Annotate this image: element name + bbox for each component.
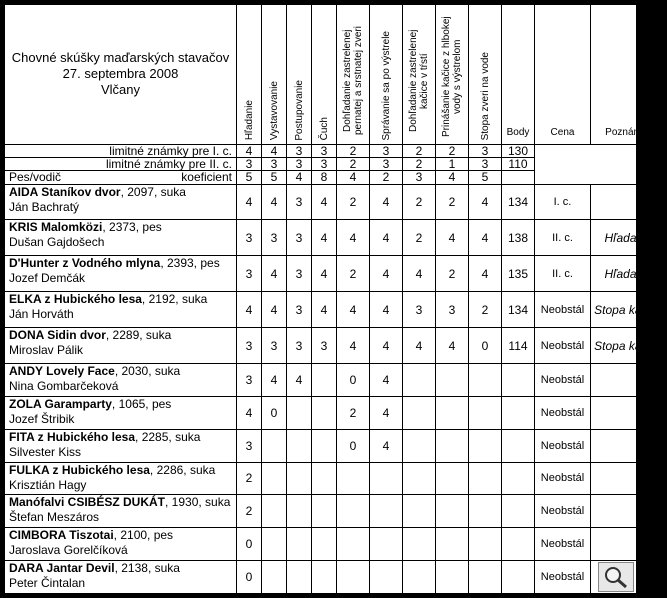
dog-handler-cell bbox=[5, 429, 237, 462]
score-cell bbox=[262, 462, 287, 495]
score-cell: 4 bbox=[469, 184, 502, 220]
score-cell: 2 bbox=[436, 184, 469, 220]
handler-name: Dušan Gajdošech bbox=[9, 235, 105, 250]
table-row bbox=[5, 462, 667, 495]
handler-name: Štefan Meszáros bbox=[9, 510, 100, 525]
table-row bbox=[5, 495, 667, 528]
score-cell: 2 bbox=[337, 256, 370, 292]
score-cell bbox=[312, 495, 337, 528]
col-header-prinasanie: Prinášanie kačice z hlbokej vody s výstrelom bbox=[436, 5, 469, 145]
table-row bbox=[5, 220, 667, 256]
table-row bbox=[5, 364, 667, 397]
score-cell: 4 bbox=[337, 328, 370, 364]
score-cell bbox=[337, 462, 370, 495]
limit-value: 3 bbox=[287, 144, 312, 157]
body-cell: 138 bbox=[502, 220, 535, 256]
score-cell bbox=[403, 396, 436, 429]
score-cell bbox=[370, 561, 403, 594]
score-cell: 0 bbox=[337, 364, 370, 397]
score-cell bbox=[469, 429, 502, 462]
handler-name: Nina Gombarčeková bbox=[9, 379, 119, 394]
limit-value: 3 bbox=[370, 157, 403, 170]
limit-value: 1 bbox=[436, 157, 469, 170]
dog-name: ANDY Lovely Face bbox=[9, 364, 115, 379]
score-cell: 4 bbox=[312, 256, 337, 292]
limit-value: 4 bbox=[287, 171, 312, 184]
dog-handler-cell bbox=[5, 561, 237, 594]
score-cell bbox=[337, 561, 370, 594]
dog-name: ZOLA Garamparty bbox=[9, 396, 112, 411]
score-cell: 3 bbox=[287, 292, 312, 328]
limit-body: 110 bbox=[502, 157, 535, 170]
body-cell bbox=[502, 396, 535, 429]
score-cell: 4 bbox=[287, 364, 312, 397]
score-cell: 3 bbox=[287, 220, 312, 256]
limit-label: limitné známky pre I. c. bbox=[5, 144, 237, 157]
col-header-vystavovanie: Vystavovanie bbox=[262, 5, 287, 145]
dog-info: , 2285, suka bbox=[135, 429, 201, 444]
score-cell bbox=[436, 495, 469, 528]
limit-value: 3 bbox=[312, 157, 337, 170]
limit-value: 5 bbox=[262, 171, 287, 184]
score-cell bbox=[312, 429, 337, 462]
body-cell: 134 bbox=[502, 184, 535, 220]
col-header-hladanie: Hľadanie bbox=[237, 5, 262, 145]
table-row bbox=[5, 256, 667, 292]
score-cell: 3 bbox=[287, 328, 312, 364]
handler-name: Jozef Demčák bbox=[9, 271, 86, 286]
dog-info: , 1065, pes bbox=[111, 396, 172, 411]
col-header-cuch: Čuch bbox=[312, 5, 337, 145]
prize-cell: Neobstál bbox=[535, 364, 591, 397]
score-cell bbox=[469, 396, 502, 429]
score-cell: 3 bbox=[287, 184, 312, 220]
score-cell: 4 bbox=[469, 220, 502, 256]
score-cell: 4 bbox=[337, 292, 370, 328]
score-cell: 2 bbox=[237, 495, 262, 528]
dog-name: FULKA z Hubického lesa bbox=[9, 462, 150, 477]
limit-value: 8 bbox=[312, 171, 337, 184]
score-cell: 4 bbox=[370, 328, 403, 364]
limit-blank bbox=[535, 144, 667, 184]
score-cell bbox=[262, 528, 287, 561]
score-cell bbox=[370, 495, 403, 528]
limit-value: 5 bbox=[469, 171, 502, 184]
score-cell bbox=[469, 561, 502, 594]
limit-value: 3 bbox=[469, 144, 502, 157]
score-cell: 3 bbox=[262, 328, 287, 364]
dog-info: , 2289, suka bbox=[105, 328, 172, 343]
score-cell: 3 bbox=[312, 328, 337, 364]
score-cell: 0 bbox=[469, 328, 502, 364]
score-cell: 0 bbox=[337, 429, 370, 462]
body-cell bbox=[502, 462, 535, 495]
limit-value: 3 bbox=[237, 157, 262, 170]
score-cell: 4 bbox=[237, 292, 262, 328]
score-cell bbox=[469, 364, 502, 397]
score-cell: 4 bbox=[262, 292, 287, 328]
score-cell bbox=[262, 561, 287, 594]
score-cell: 4 bbox=[370, 220, 403, 256]
score-cell: 2 bbox=[436, 256, 469, 292]
handler-name: Krisztián Hagy bbox=[9, 477, 87, 492]
score-cell: 2 bbox=[237, 462, 262, 495]
prize-cell: Neobstál bbox=[535, 495, 591, 528]
limit-value: 3 bbox=[287, 157, 312, 170]
limit-value: 4 bbox=[262, 144, 287, 157]
limit-value: 2 bbox=[436, 144, 469, 157]
title-line-3: Vlčany bbox=[100, 82, 141, 98]
dog-name: CIMBORA Tiszotai bbox=[9, 528, 114, 543]
col-header-cena: Cena bbox=[535, 5, 591, 145]
score-cell bbox=[312, 364, 337, 397]
dog-info: , 2373, pes bbox=[102, 220, 162, 235]
score-cell bbox=[312, 462, 337, 495]
score-cell bbox=[469, 462, 502, 495]
body-cell bbox=[502, 528, 535, 561]
dog-handler-cell bbox=[5, 292, 237, 328]
limit-label: limitné známky pre II. c. bbox=[5, 157, 237, 170]
note-cell: Stopa kačice bbox=[591, 328, 667, 364]
score-cell bbox=[436, 561, 469, 594]
body-cell bbox=[502, 495, 535, 528]
dog-info: , 1930, suka bbox=[165, 495, 231, 510]
score-cell: 3 bbox=[237, 328, 262, 364]
limit-value: 3 bbox=[403, 171, 436, 184]
prize-cell: Neobstál bbox=[535, 429, 591, 462]
note-cell bbox=[591, 528, 667, 561]
handler-name: Miroslav Pálik bbox=[9, 343, 84, 358]
col-header-poznamky: Poznámky bbox=[591, 5, 667, 145]
table-row bbox=[5, 328, 667, 364]
score-cell bbox=[436, 462, 469, 495]
score-cell bbox=[403, 528, 436, 561]
score-cell: 4 bbox=[262, 184, 287, 220]
limit-value: 2 bbox=[403, 144, 436, 157]
dog-handler-cell bbox=[5, 462, 237, 495]
score-cell: 3 bbox=[262, 220, 287, 256]
note-cell: Hľadanie bbox=[591, 256, 667, 292]
table-row bbox=[5, 528, 667, 561]
handler-name: Jaroslava Gorelčíková bbox=[9, 543, 128, 558]
dog-info: , 2138, suka bbox=[114, 561, 180, 576]
score-cell: 0 bbox=[262, 396, 287, 429]
prize-cell: Neobstál bbox=[535, 528, 591, 561]
table-row bbox=[5, 561, 667, 594]
body-cell bbox=[502, 561, 535, 594]
table-row bbox=[5, 184, 667, 220]
limit-label-text: koeficient bbox=[181, 170, 232, 185]
note-cell: Hľadanie bbox=[591, 220, 667, 256]
body-cell bbox=[502, 364, 535, 397]
score-cell bbox=[403, 364, 436, 397]
handler-name: Silvester Kiss bbox=[9, 444, 82, 459]
prize-cell: Neobstál bbox=[535, 462, 591, 495]
dog-info: , 2192, suka bbox=[141, 292, 208, 307]
body-cell bbox=[502, 429, 535, 462]
score-cell: 4 bbox=[370, 364, 403, 397]
dog-handler-cell bbox=[5, 364, 237, 397]
limit-value: 3 bbox=[469, 157, 502, 170]
score-cell: 4 bbox=[312, 220, 337, 256]
col-header-dohladanie-kacice: Dohľadanie zastrelenej kačice v tŕstí bbox=[403, 5, 436, 145]
score-cell bbox=[287, 528, 312, 561]
score-cell: 4 bbox=[312, 184, 337, 220]
limit-body: 130 bbox=[502, 144, 535, 157]
prize-cell: Neobstál bbox=[535, 396, 591, 429]
body-cell: 135 bbox=[502, 256, 535, 292]
col-header-postupovanie: Postupovanie bbox=[287, 5, 312, 145]
score-cell bbox=[469, 528, 502, 561]
col-header-dohladanie-zveri: Dohľadanie zastrelenej pernatej a srstnatej zveri bbox=[337, 5, 370, 145]
score-cell: 3 bbox=[237, 429, 262, 462]
dog-handler-cell bbox=[5, 256, 237, 292]
score-cell: 4 bbox=[337, 220, 370, 256]
limit-body bbox=[502, 171, 535, 184]
score-cell: 3 bbox=[237, 256, 262, 292]
score-cell: 4 bbox=[237, 184, 262, 220]
score-cell: 4 bbox=[312, 292, 337, 328]
table-row bbox=[5, 292, 667, 328]
score-cell: 4 bbox=[237, 396, 262, 429]
dog-name: DARA Jantar Devil bbox=[9, 561, 115, 576]
score-cell bbox=[262, 495, 287, 528]
dog-name: D'Hunter z Vodného mlyna bbox=[9, 256, 161, 271]
limit-label bbox=[5, 171, 237, 184]
score-cell: 4 bbox=[370, 396, 403, 429]
dog-name: ELKA z Hubického lesa bbox=[9, 292, 142, 307]
score-cell: 4 bbox=[262, 256, 287, 292]
dog-name: AIDA Staníkov dvor bbox=[9, 184, 121, 199]
limit-value: 4 bbox=[237, 144, 262, 157]
dog-info: , 2097, suka bbox=[120, 184, 186, 199]
limit-row bbox=[5, 144, 667, 157]
note-cell bbox=[591, 364, 667, 397]
dog-handler-cell bbox=[5, 396, 237, 429]
dog-handler-cell bbox=[5, 184, 237, 220]
dog-name: DONA Sidin dvor bbox=[9, 328, 106, 343]
limit-value: 3 bbox=[370, 144, 403, 157]
score-cell bbox=[287, 429, 312, 462]
limit-value: 2 bbox=[403, 157, 436, 170]
score-cell bbox=[337, 495, 370, 528]
score-cell bbox=[403, 462, 436, 495]
limit-value: 4 bbox=[337, 171, 370, 184]
limit-value: 2 bbox=[337, 144, 370, 157]
dog-handler-cell bbox=[5, 528, 237, 561]
document-page bbox=[4, 4, 663, 594]
score-cell: 4 bbox=[262, 364, 287, 397]
col-header-stopa: Stopa zveri na vode bbox=[469, 5, 502, 145]
score-cell: 4 bbox=[370, 429, 403, 462]
score-cell: 4 bbox=[370, 184, 403, 220]
score-cell: 2 bbox=[403, 184, 436, 220]
score-cell bbox=[436, 364, 469, 397]
dog-name: FITA z Hubického lesa bbox=[9, 429, 136, 444]
score-cell: 4 bbox=[370, 292, 403, 328]
score-cell: 4 bbox=[403, 328, 436, 364]
title-line-1: Chovné skúšky maďarských stavačov bbox=[11, 50, 230, 66]
results-table bbox=[4, 4, 667, 594]
magnifier-icon-graphic bbox=[599, 563, 633, 591]
score-cell bbox=[287, 561, 312, 594]
prize-cell: Neobstál bbox=[535, 328, 591, 364]
handler-name: Peter Čintalan bbox=[9, 576, 86, 591]
score-cell bbox=[312, 561, 337, 594]
dog-info: , 2286, suka bbox=[149, 462, 216, 477]
score-cell: 4 bbox=[370, 256, 403, 292]
dog-info: , 2393, pes bbox=[160, 256, 220, 271]
dog-info: , 2100, pes bbox=[113, 528, 174, 543]
score-cell bbox=[337, 528, 370, 561]
score-cell: 2 bbox=[403, 220, 436, 256]
dog-name: KRIS Malomközi bbox=[9, 220, 103, 235]
limit-value: 2 bbox=[337, 157, 370, 170]
handler-name: Ján Horváth bbox=[9, 307, 74, 322]
note-cell bbox=[591, 495, 667, 528]
score-cell: 0 bbox=[237, 561, 262, 594]
score-cell: 4 bbox=[436, 328, 469, 364]
score-cell: 3 bbox=[287, 256, 312, 292]
score-cell: 4 bbox=[403, 256, 436, 292]
score-cell: 2 bbox=[337, 184, 370, 220]
col-header-spravanie: Správanie sa po výstrele bbox=[370, 5, 403, 145]
limit-value: 3 bbox=[262, 157, 287, 170]
prize-cell: II. c. bbox=[535, 220, 591, 256]
score-cell: 4 bbox=[436, 220, 469, 256]
score-cell: 0 bbox=[237, 528, 262, 561]
score-cell bbox=[312, 528, 337, 561]
table-row bbox=[5, 396, 667, 429]
handler-name: Ján Bachratý bbox=[9, 199, 80, 214]
score-cell: 3 bbox=[436, 292, 469, 328]
score-cell bbox=[262, 429, 287, 462]
title-line-2: 27. septembra 2008 bbox=[62, 66, 179, 82]
score-cell bbox=[403, 495, 436, 528]
col-header-body: Body bbox=[502, 5, 535, 145]
score-cell: 2 bbox=[469, 292, 502, 328]
header-row bbox=[5, 5, 667, 145]
note-cell bbox=[591, 396, 667, 429]
score-cell: 4 bbox=[469, 256, 502, 292]
note-cell bbox=[591, 184, 667, 220]
score-cell: 3 bbox=[403, 292, 436, 328]
score-cell bbox=[370, 462, 403, 495]
dog-handler-cell bbox=[5, 328, 237, 364]
prize-cell: Neobstál bbox=[535, 292, 591, 328]
note-cell: Stopa kačice bbox=[591, 292, 667, 328]
handler-name: Jozef Štribik bbox=[9, 411, 75, 426]
score-cell bbox=[436, 396, 469, 429]
score-cell bbox=[287, 396, 312, 429]
dog-handler-cell bbox=[5, 495, 237, 528]
score-cell bbox=[287, 495, 312, 528]
score-cell bbox=[403, 429, 436, 462]
score-cell bbox=[469, 495, 502, 528]
prize-cell: I. c. bbox=[535, 184, 591, 220]
page-title bbox=[5, 5, 237, 145]
score-cell: 3 bbox=[237, 220, 262, 256]
limit-value: 5 bbox=[237, 171, 262, 184]
score-cell bbox=[287, 462, 312, 495]
score-cell: 2 bbox=[337, 396, 370, 429]
score-cell bbox=[436, 429, 469, 462]
score-cell bbox=[370, 528, 403, 561]
score-cell bbox=[312, 396, 337, 429]
dog-handler-cell bbox=[5, 220, 237, 256]
score-cell bbox=[436, 528, 469, 561]
score-cell bbox=[403, 561, 436, 594]
note-cell bbox=[591, 462, 667, 495]
score-cell: 3 bbox=[237, 364, 262, 397]
limit-value: 3 bbox=[312, 144, 337, 157]
body-cell: 134 bbox=[502, 292, 535, 328]
dog-name: Manófalvi CSIBÉSZ DUKÁT bbox=[9, 495, 166, 510]
pes-vodic-label: Pes/vodič bbox=[9, 170, 62, 185]
table-row bbox=[5, 429, 667, 462]
magnifier-icon[interactable] bbox=[598, 562, 634, 592]
limit-value: 2 bbox=[370, 171, 403, 184]
prize-cell: II. c. bbox=[535, 256, 591, 292]
note-cell bbox=[591, 429, 667, 462]
body-cell: 114 bbox=[502, 328, 535, 364]
prize-cell: Neobstál bbox=[535, 561, 591, 594]
limit-value: 4 bbox=[436, 171, 469, 184]
dog-info: , 2030, suka bbox=[114, 364, 181, 379]
